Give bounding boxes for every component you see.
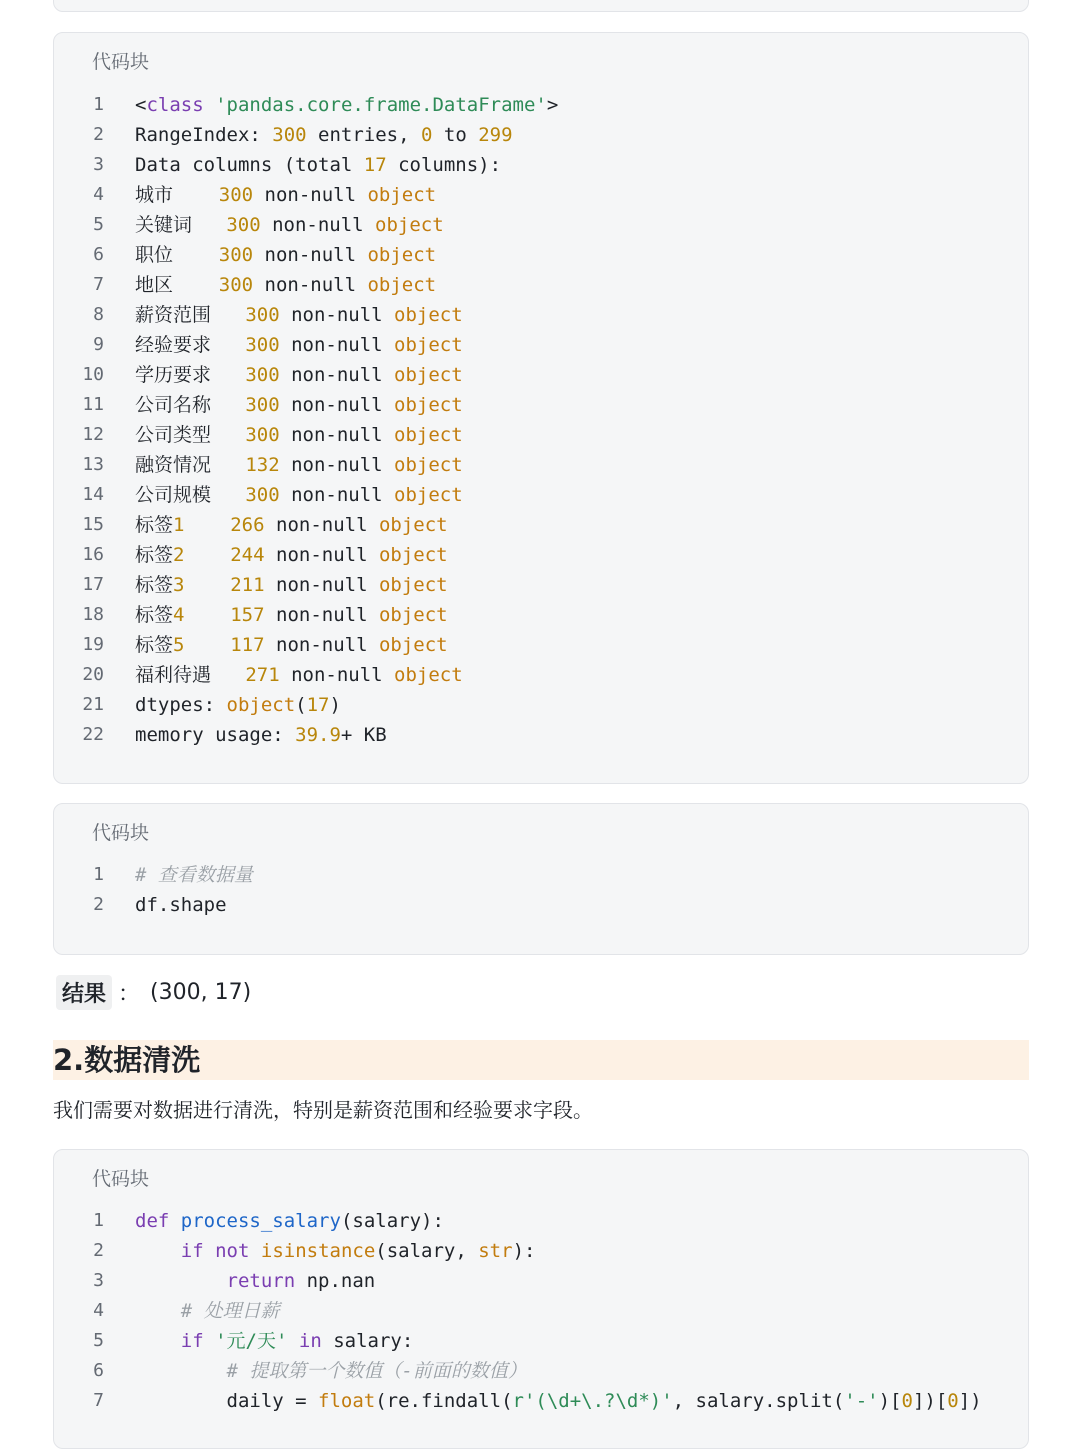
code-line <box>54 240 1028 270</box>
code-token: # 提取第一个数值（-前面的数值） <box>226 1360 527 1382</box>
code-token: 39.9 <box>295 724 341 746</box>
line-code <box>135 150 501 180</box>
code-token: 266 <box>230 514 265 536</box>
code-token: # 查看数据量 <box>135 864 253 886</box>
code-block-title: 代码块 <box>92 1168 150 1190</box>
code-block-title: 代码块 <box>92 822 150 844</box>
code-token <box>184 544 230 566</box>
code-lines <box>54 860 1028 920</box>
line-number: 9 <box>93 334 104 355</box>
code-token: )[ <box>878 1390 902 1412</box>
line-code <box>135 1296 280 1326</box>
line-number: 5 <box>93 1330 104 1351</box>
line-number: 4 <box>93 1300 104 1321</box>
code-token: 关键词 <box>135 214 227 236</box>
code-token: 117 <box>230 634 265 656</box>
code-token: 132 <box>245 454 280 476</box>
code-token <box>135 1330 181 1352</box>
line-number: 3 <box>93 154 104 175</box>
code-token: Data columns (total <box>135 154 364 176</box>
code-token: 0 <box>947 1390 959 1412</box>
code-line <box>54 1266 1028 1296</box>
code-token <box>204 1330 215 1352</box>
code-token <box>135 1300 181 1322</box>
result-line <box>56 974 251 1010</box>
code-token: 300 <box>245 394 280 416</box>
code-token: 职位 <box>135 244 219 266</box>
line-code <box>135 1236 535 1266</box>
result-separator: ： <box>118 981 141 1007</box>
code-token: 标签 <box>135 634 174 656</box>
code-line <box>54 1386 1028 1416</box>
code-token: ]) <box>958 1390 982 1412</box>
code-token: (re.findall( <box>375 1390 513 1412</box>
code-token: object <box>394 424 463 446</box>
code-line <box>54 480 1028 510</box>
code-token: 公司规模 <box>135 484 246 506</box>
code-line <box>54 210 1028 240</box>
code-token: non-null <box>279 484 395 506</box>
code-token: 300 <box>245 364 280 386</box>
code-token: 244 <box>230 544 265 566</box>
line-code <box>135 540 448 570</box>
line-code <box>135 1326 413 1356</box>
code-token: ) <box>329 694 341 716</box>
code-token: non-null <box>279 454 395 476</box>
code-token: # 处理日薪 <box>180 1300 280 1322</box>
code-token: non-null <box>279 304 395 326</box>
code-token: 标签 <box>135 604 174 626</box>
code-line <box>54 600 1028 630</box>
code-token <box>184 514 230 536</box>
code-token: + KB <box>340 724 387 746</box>
code-token: 300 <box>245 484 280 506</box>
line-number: 22 <box>82 724 104 745</box>
line-code <box>135 450 463 480</box>
code-line <box>54 720 1028 750</box>
section-heading: 2.数据清洗 <box>53 1040 1029 1080</box>
code-token: 0 <box>901 1390 913 1412</box>
code-token: np.nan <box>295 1270 376 1292</box>
code-token: to <box>432 124 479 146</box>
code-token: object <box>394 454 463 476</box>
line-number: 13 <box>82 454 104 475</box>
code-token: object <box>378 514 448 536</box>
code-token: memory usage: <box>135 724 296 746</box>
code-line <box>54 690 1028 720</box>
line-number: 21 <box>82 694 104 715</box>
code-token: 薪资范围 <box>135 304 246 326</box>
line-code <box>135 480 463 510</box>
code-token: 211 <box>230 574 265 596</box>
code-token: 公司类型 <box>135 424 246 446</box>
code-token: 271 <box>245 664 280 686</box>
code-token: non-null <box>253 244 368 266</box>
line-code <box>135 210 444 240</box>
line-code <box>135 570 448 600</box>
result-value: (300, 17) <box>150 979 252 1005</box>
code-token: 标签 <box>135 544 174 566</box>
code-token: 5 <box>173 634 185 656</box>
code-line <box>54 180 1028 210</box>
code-token <box>184 574 230 596</box>
code-token: non-null <box>264 574 379 596</box>
code-line <box>54 540 1028 570</box>
code-line <box>54 1236 1028 1266</box>
code-token: object <box>378 634 448 656</box>
code-token: if <box>180 1240 204 1262</box>
code-token: df.shape <box>135 894 227 916</box>
code-token <box>204 94 215 116</box>
code-token: 公司名称 <box>135 394 246 416</box>
code-token: object <box>375 214 444 236</box>
line-code <box>135 690 341 720</box>
line-number: 18 <box>82 604 104 625</box>
line-number: 15 <box>82 514 104 535</box>
line-number: 16 <box>82 544 104 565</box>
code-token: object <box>367 184 437 206</box>
code-token: object <box>394 394 463 416</box>
code-line <box>54 330 1028 360</box>
code-token: 融资情况 <box>135 454 246 476</box>
line-code <box>135 1386 982 1416</box>
line-code <box>135 890 227 920</box>
code-token: 299 <box>478 124 513 146</box>
code-token: isinstance <box>260 1240 376 1262</box>
code-token <box>184 604 230 626</box>
line-number: 2 <box>93 894 104 915</box>
code-token: (salary, <box>375 1240 479 1262</box>
code-line <box>54 90 1028 120</box>
code-line <box>54 570 1028 600</box>
code-token: > <box>546 94 559 116</box>
code-lines <box>54 90 1028 750</box>
code-block-title: 代码块 <box>92 51 150 73</box>
line-number: 3 <box>93 1270 104 1291</box>
code-token: object <box>394 304 463 326</box>
line-code <box>135 720 387 750</box>
code-token: 300 <box>245 304 280 326</box>
code-token <box>135 1360 227 1382</box>
line-number: 12 <box>82 424 104 445</box>
code-token: 城市 <box>135 184 219 206</box>
code-line <box>54 450 1028 480</box>
code-line <box>54 860 1028 890</box>
result-label: 结果 <box>56 975 112 1010</box>
code-token <box>249 1240 260 1262</box>
code-token: object <box>394 484 463 506</box>
line-code <box>135 600 448 630</box>
code-token: 300 <box>226 214 261 236</box>
line-code <box>135 330 463 360</box>
code-token: 300 <box>245 424 280 446</box>
code-token: entries, <box>306 124 421 146</box>
line-number: 1 <box>93 1210 104 1231</box>
code-block-process-salary <box>53 1149 1029 1449</box>
section-paragraph: 我们需要对数据进行清洗，特别是薪资范围和经验要求字段。 <box>53 1098 593 1122</box>
line-code <box>135 270 436 300</box>
code-line <box>54 360 1028 390</box>
code-token: 标签 <box>135 574 174 596</box>
code-token: dtypes: <box>135 694 227 716</box>
code-line <box>54 150 1028 180</box>
code-token: 300 <box>245 334 280 356</box>
code-token: columns): <box>386 154 502 176</box>
line-code <box>135 1206 444 1236</box>
code-token: 3 <box>173 574 185 596</box>
code-token: object <box>394 334 463 356</box>
code-token <box>135 1270 227 1292</box>
code-line <box>54 300 1028 330</box>
code-token: non-null <box>279 424 395 446</box>
code-line <box>54 420 1028 450</box>
code-block-dataframe-info <box>53 32 1029 784</box>
code-line <box>54 630 1028 660</box>
code-token: object <box>394 664 463 686</box>
code-token: return <box>226 1270 296 1292</box>
code-token: non-null <box>264 544 379 566</box>
code-token: r'(\d+\.?\d*)' <box>512 1390 673 1412</box>
code-token: non-null <box>264 514 379 536</box>
code-token: 0 <box>421 124 433 146</box>
code-token: (salary): <box>340 1210 444 1232</box>
code-line <box>54 1296 1028 1326</box>
code-token <box>287 1330 298 1352</box>
code-token: process_salary <box>180 1210 341 1232</box>
line-number: 1 <box>93 864 104 885</box>
code-token: object <box>378 574 448 596</box>
line-code <box>135 1356 527 1386</box>
code-token: < <box>135 94 147 116</box>
line-code <box>135 90 558 120</box>
line-number: 6 <box>93 1360 104 1381</box>
code-token: 地区 <box>135 274 219 296</box>
code-line <box>54 270 1028 300</box>
code-token: 'pandas.core.frame.DataFrame' <box>215 94 547 116</box>
code-token: non-null <box>279 364 395 386</box>
code-token: salary: <box>321 1330 414 1352</box>
line-code <box>135 360 463 390</box>
code-token: non-null <box>279 664 395 686</box>
code-token: 17 <box>363 154 387 176</box>
line-code <box>135 510 448 540</box>
line-code <box>135 420 463 450</box>
line-code <box>135 300 463 330</box>
code-token: 300 <box>272 124 307 146</box>
code-line <box>54 1356 1028 1386</box>
code-token: str <box>478 1240 513 1262</box>
line-number: 8 <box>93 304 104 325</box>
code-token: 福利待遇 <box>135 664 246 686</box>
code-token: 1 <box>173 514 185 536</box>
code-token: non-null <box>260 214 376 236</box>
code-token: 标签 <box>135 514 174 536</box>
line-number: 1 <box>93 94 104 115</box>
code-line <box>54 390 1028 420</box>
line-number: 19 <box>82 634 104 655</box>
line-code <box>135 630 448 660</box>
line-number: 5 <box>93 214 104 235</box>
code-token: object <box>367 244 437 266</box>
code-token: non-null <box>279 394 395 416</box>
line-number: 10 <box>82 364 104 385</box>
code-token: 4 <box>173 604 185 626</box>
code-token: 157 <box>230 604 265 626</box>
code-line <box>54 660 1028 690</box>
code-token: 学历要求 <box>135 364 246 386</box>
line-number: 7 <box>93 1390 104 1411</box>
code-token: object <box>226 694 296 716</box>
code-token: ])[ <box>912 1390 948 1412</box>
line-number: 20 <box>82 664 104 685</box>
code-token: object <box>394 364 463 386</box>
code-token: non-null <box>264 634 379 656</box>
code-token: 300 <box>218 184 254 206</box>
line-code <box>135 120 513 150</box>
code-line <box>54 1206 1028 1236</box>
code-token: not <box>215 1240 250 1262</box>
code-token: 300 <box>218 244 254 266</box>
line-code <box>135 180 436 210</box>
previous-code-block-edge <box>53 0 1029 12</box>
code-token: def <box>135 1210 170 1232</box>
line-number: 6 <box>93 244 104 265</box>
code-token: class <box>146 94 204 116</box>
code-token: non-null <box>253 274 368 296</box>
code-token: object <box>378 544 448 566</box>
line-code <box>135 1266 375 1296</box>
code-token: 300 <box>218 274 254 296</box>
code-token: non-null <box>279 334 395 356</box>
code-token: 经验要求 <box>135 334 246 356</box>
code-token: 2 <box>173 544 185 566</box>
line-number: 17 <box>82 574 104 595</box>
line-code <box>135 390 463 420</box>
code-token: float <box>318 1390 376 1412</box>
code-line <box>54 120 1028 150</box>
code-token: if <box>180 1330 204 1352</box>
code-token <box>169 1210 180 1232</box>
code-token: non-null <box>253 184 368 206</box>
code-token: '-' <box>844 1390 879 1412</box>
line-number: 14 <box>82 484 104 505</box>
code-token <box>204 1240 215 1262</box>
code-token: non-null <box>264 604 379 626</box>
code-token <box>184 634 230 656</box>
code-token: RangeIndex: <box>135 124 273 146</box>
code-token: ( <box>295 694 307 716</box>
line-number: 2 <box>93 1240 104 1261</box>
code-block-shape <box>53 803 1029 955</box>
code-token: '元/天' <box>215 1330 288 1352</box>
line-number: 2 <box>93 124 104 145</box>
line-number: 7 <box>93 274 104 295</box>
code-token: object <box>378 604 448 626</box>
code-token <box>135 1240 181 1262</box>
code-line <box>54 1326 1028 1356</box>
code-token: object <box>367 274 437 296</box>
code-token: daily = <box>135 1390 319 1412</box>
line-code <box>135 860 253 890</box>
code-lines <box>54 1206 1028 1416</box>
line-code <box>135 240 436 270</box>
code-token: 17 <box>306 694 330 716</box>
code-line <box>54 890 1028 920</box>
code-token: ): <box>512 1240 536 1262</box>
line-code <box>135 660 463 690</box>
line-number: 4 <box>93 184 104 205</box>
code-token: in <box>298 1330 322 1352</box>
code-line <box>54 510 1028 540</box>
line-number: 11 <box>82 394 104 415</box>
code-token: , salary.split( <box>672 1390 845 1412</box>
